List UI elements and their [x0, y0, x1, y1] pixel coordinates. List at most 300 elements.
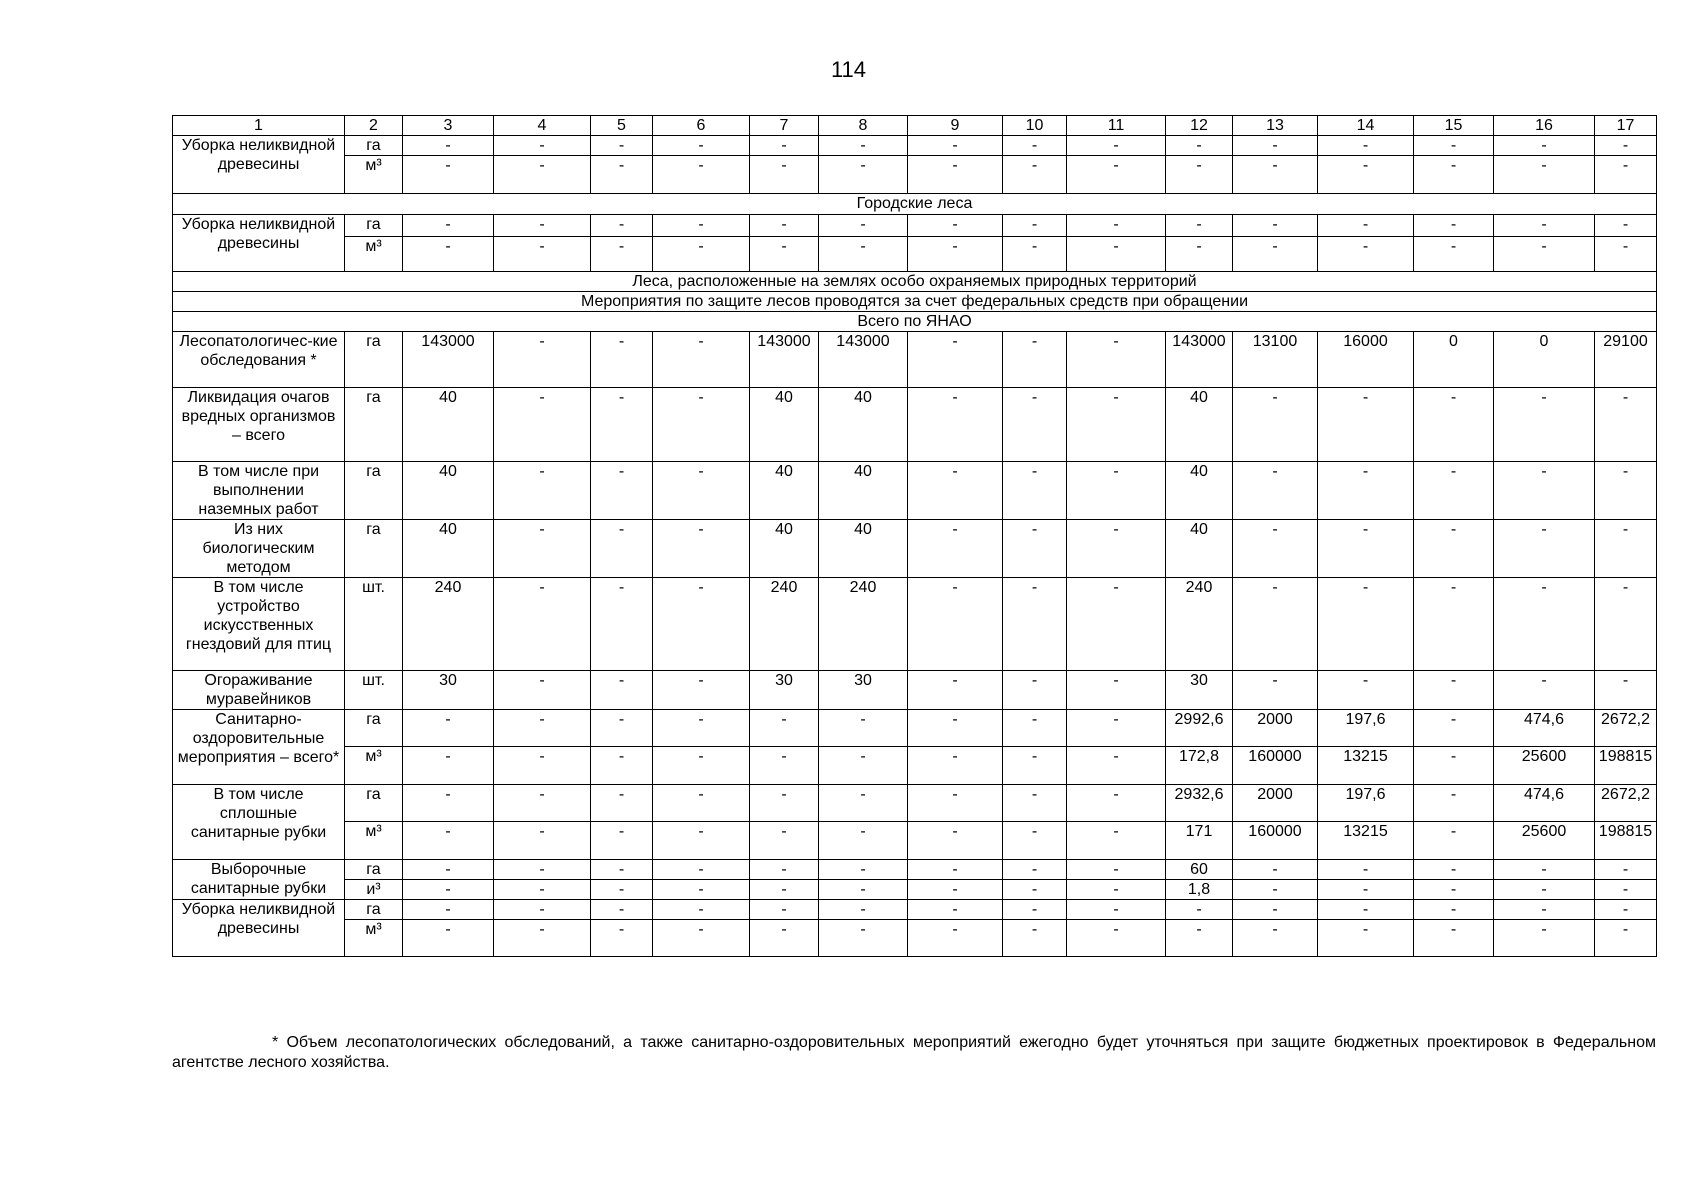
value-cell: - [1595, 900, 1657, 920]
value-cell: - [750, 215, 819, 237]
value-cell: 240 [819, 578, 908, 671]
value-cell: - [1414, 520, 1494, 578]
value-cell: - [1414, 880, 1494, 900]
value-cell: - [1166, 900, 1233, 920]
value-cell: - [1595, 462, 1657, 520]
value-cell: - [1414, 388, 1494, 462]
value-cell: - [1233, 900, 1318, 920]
value-cell: - [908, 920, 1003, 957]
value-cell: - [403, 747, 494, 785]
value-cell: 40 [750, 462, 819, 520]
value-cell: - [494, 578, 591, 671]
value-cell: 13215 [1318, 747, 1414, 785]
column-number-4: 4 [494, 116, 591, 136]
value-cell: - [653, 822, 750, 860]
value-cell: - [1003, 578, 1067, 671]
value-cell: - [1494, 920, 1595, 957]
value-cell: - [591, 215, 653, 237]
value-cell: 0 [1494, 332, 1595, 388]
value-cell: 171 [1166, 822, 1233, 860]
section-title: Мероприятия по защите лесов проводятся за счет федеральных средств при обращении [173, 292, 1657, 312]
value-cell: - [1494, 880, 1595, 900]
value-cell: - [1003, 710, 1067, 747]
value-cell: - [908, 156, 1003, 194]
value-cell: - [591, 785, 653, 822]
table-row [173, 785, 1657, 822]
value-cell: - [1318, 215, 1414, 237]
value-cell: - [750, 237, 819, 272]
unit-cell: га [345, 860, 403, 880]
value-cell: - [1318, 920, 1414, 957]
value-cell: - [494, 237, 591, 272]
value-cell: - [1414, 237, 1494, 272]
table-row [173, 920, 1657, 957]
value-cell: - [494, 388, 591, 462]
value-cell: - [494, 520, 591, 578]
value-cell: - [1414, 710, 1494, 747]
value-cell: 30 [403, 671, 494, 710]
value-cell: - [908, 462, 1003, 520]
value-cell: - [653, 237, 750, 272]
value-cell: 1,8 [1166, 880, 1233, 900]
value-cell: - [1494, 671, 1595, 710]
value-cell: - [1003, 520, 1067, 578]
value-cell: - [591, 388, 653, 462]
value-cell: - [1595, 237, 1657, 272]
value-cell: - [1067, 388, 1166, 462]
column-number-7: 7 [750, 116, 819, 136]
value-cell: - [1166, 156, 1233, 194]
value-cell: - [494, 822, 591, 860]
value-cell: - [403, 822, 494, 860]
value-cell: - [908, 332, 1003, 388]
value-cell: - [403, 920, 494, 957]
value-cell: - [653, 747, 750, 785]
table-row [173, 332, 1657, 388]
value-cell: - [750, 136, 819, 156]
value-cell: - [494, 785, 591, 822]
row-label: В том числе сплошные санитарные рубки [173, 785, 345, 860]
value-cell: - [1067, 710, 1166, 747]
value-cell: - [750, 920, 819, 957]
value-cell: - [908, 388, 1003, 462]
value-cell: 2992,6 [1166, 710, 1233, 747]
value-cell: 2672,2 [1595, 710, 1657, 747]
column-number-13: 13 [1233, 116, 1318, 136]
value-cell: - [750, 880, 819, 900]
column-number-14: 14 [1318, 116, 1414, 136]
value-cell: 25600 [1494, 747, 1595, 785]
value-cell: - [591, 136, 653, 156]
value-cell: - [750, 900, 819, 920]
value-cell: - [1003, 671, 1067, 710]
column-number-1: 1 [173, 116, 345, 136]
value-cell: 40 [403, 388, 494, 462]
value-cell: - [908, 136, 1003, 156]
row-label: Из них биологическим методом [173, 520, 345, 578]
value-cell: - [1003, 880, 1067, 900]
value-cell: 40 [403, 462, 494, 520]
value-cell: - [750, 156, 819, 194]
value-cell: - [591, 822, 653, 860]
table-row [173, 462, 1657, 520]
value-cell: - [1233, 860, 1318, 880]
value-cell: 40 [819, 520, 908, 578]
value-cell: - [591, 332, 653, 388]
value-cell: - [1318, 578, 1414, 671]
value-cell: - [1166, 920, 1233, 957]
value-cell: 30 [1166, 671, 1233, 710]
column-number-6: 6 [653, 116, 750, 136]
value-cell: - [819, 920, 908, 957]
forest-protection-table [172, 115, 1657, 957]
value-cell: - [1494, 462, 1595, 520]
table-row [173, 880, 1657, 900]
value-cell: - [653, 880, 750, 900]
value-cell: - [591, 920, 653, 957]
value-cell: - [1067, 785, 1166, 822]
value-cell: - [819, 710, 908, 747]
value-cell: - [1003, 156, 1067, 194]
value-cell: 40 [1166, 462, 1233, 520]
value-cell: - [403, 785, 494, 822]
value-cell: 16000 [1318, 332, 1414, 388]
value-cell: - [1318, 900, 1414, 920]
value-cell: 30 [750, 671, 819, 710]
value-cell: - [1067, 462, 1166, 520]
value-cell: - [653, 920, 750, 957]
row-label: Лесопатологичес-кие обследования * [173, 332, 345, 388]
value-cell: - [908, 215, 1003, 237]
value-cell: 60 [1166, 860, 1233, 880]
value-cell: - [403, 215, 494, 237]
row-label: Ликвидация очагов вредных организмов – всего [173, 388, 345, 462]
value-cell: - [494, 880, 591, 900]
section-row [173, 272, 1657, 292]
value-cell: - [1318, 388, 1414, 462]
value-cell: - [1003, 900, 1067, 920]
value-cell: - [819, 860, 908, 880]
value-cell: - [591, 880, 653, 900]
value-cell: - [1233, 671, 1318, 710]
table-row [173, 900, 1657, 920]
table-row [173, 578, 1657, 671]
column-number-11: 11 [1067, 116, 1166, 136]
value-cell: - [1067, 880, 1166, 900]
unit-cell: м³ [345, 156, 403, 194]
section-row [173, 292, 1657, 312]
value-cell: - [591, 747, 653, 785]
unit-cell: и³ [345, 880, 403, 900]
value-cell: - [1003, 462, 1067, 520]
value-cell: - [1233, 156, 1318, 194]
value-cell: - [1414, 156, 1494, 194]
section-title: Городские леса [173, 194, 1657, 215]
value-cell: - [1233, 462, 1318, 520]
column-number-5: 5 [591, 116, 653, 136]
value-cell: - [653, 900, 750, 920]
value-cell: - [1003, 822, 1067, 860]
value-cell: 29100 [1595, 332, 1657, 388]
value-cell: - [908, 880, 1003, 900]
value-cell: - [750, 860, 819, 880]
table-row [173, 747, 1657, 785]
table-row [173, 822, 1657, 860]
row-label: Санитарно-оздоровительные мероприятия – всего* [173, 710, 345, 785]
section-row [173, 194, 1657, 215]
value-cell: - [1233, 136, 1318, 156]
row-label: В том числе при выполнении наземных работ [173, 462, 345, 520]
value-cell: 40 [750, 520, 819, 578]
value-cell: - [1595, 215, 1657, 237]
value-cell: - [908, 747, 1003, 785]
value-cell: - [653, 332, 750, 388]
section-title: Леса, расположенные на землях особо охраняемых природных территорий [173, 272, 1657, 292]
value-cell: - [403, 136, 494, 156]
value-cell: - [1067, 156, 1166, 194]
value-cell: - [1318, 237, 1414, 272]
value-cell: - [750, 747, 819, 785]
value-cell: 198815 [1595, 747, 1657, 785]
section-row [173, 312, 1657, 332]
value-cell: - [1494, 237, 1595, 272]
value-cell: - [1595, 578, 1657, 671]
value-cell: 40 [403, 520, 494, 578]
table-row [173, 237, 1657, 272]
value-cell: - [1067, 900, 1166, 920]
value-cell: 40 [819, 462, 908, 520]
row-label: В том числе устройство искусственных гнездовий для птиц [173, 578, 345, 671]
value-cell: - [1595, 520, 1657, 578]
value-cell: 2932,6 [1166, 785, 1233, 822]
unit-cell: га [345, 215, 403, 237]
value-cell: - [653, 860, 750, 880]
column-number-10: 10 [1003, 116, 1067, 136]
value-cell: 40 [1166, 520, 1233, 578]
value-cell: - [591, 710, 653, 747]
value-cell: - [1494, 388, 1595, 462]
value-cell: 2672,2 [1595, 785, 1657, 822]
value-cell: - [1067, 215, 1166, 237]
value-cell: - [653, 462, 750, 520]
value-cell: - [1233, 920, 1318, 957]
row-label: Уборка неликвидной древесины [173, 215, 345, 272]
value-cell: - [494, 710, 591, 747]
value-cell: - [1318, 136, 1414, 156]
column-number-16: 16 [1494, 116, 1595, 136]
value-cell: - [1003, 785, 1067, 822]
value-cell: - [1595, 136, 1657, 156]
value-cell: - [1595, 920, 1657, 957]
value-cell: - [653, 785, 750, 822]
value-cell: - [1595, 860, 1657, 880]
column-number-15: 15 [1414, 116, 1494, 136]
value-cell: - [591, 156, 653, 194]
value-cell: - [591, 462, 653, 520]
value-cell: - [750, 785, 819, 822]
value-cell: - [494, 332, 591, 388]
unit-cell: шт. [345, 671, 403, 710]
value-cell: - [494, 215, 591, 237]
table-body [173, 116, 1657, 957]
table-row [173, 136, 1657, 156]
unit-cell: га [345, 900, 403, 920]
value-cell: 2000 [1233, 710, 1318, 747]
table-row [173, 860, 1657, 880]
value-cell: - [750, 822, 819, 860]
value-cell: 2000 [1233, 785, 1318, 822]
unit-cell: м³ [345, 920, 403, 957]
value-cell: 143000 [750, 332, 819, 388]
value-cell: - [1233, 880, 1318, 900]
value-cell: 197,6 [1318, 785, 1414, 822]
value-cell: - [1067, 822, 1166, 860]
value-cell: - [1067, 578, 1166, 671]
value-cell: - [1494, 215, 1595, 237]
value-cell: - [1414, 860, 1494, 880]
value-cell: - [1494, 136, 1595, 156]
value-cell: - [819, 880, 908, 900]
value-cell: - [1595, 388, 1657, 462]
value-cell: - [1414, 785, 1494, 822]
table-row [173, 520, 1657, 578]
value-cell: - [494, 136, 591, 156]
value-cell: - [908, 785, 1003, 822]
value-cell: 143000 [819, 332, 908, 388]
column-number-2: 2 [345, 116, 403, 136]
value-cell: - [1067, 136, 1166, 156]
column-number-9: 9 [908, 116, 1003, 136]
footnote: * Объем лесопатологических обследований, а также санитарно-оздоровительных мероприятий ежегодно будет уточняться при защите бюджетных проектировок в Федеральном агентстве лесного хозяйства. [172, 1034, 1656, 1071]
value-cell: - [591, 900, 653, 920]
value-cell: - [908, 578, 1003, 671]
value-cell: - [1067, 747, 1166, 785]
value-cell: - [819, 747, 908, 785]
page-number: 114 [830, 57, 867, 82]
unit-cell: м³ [345, 747, 403, 785]
value-cell: - [591, 237, 653, 272]
value-cell: - [1318, 156, 1414, 194]
unit-cell: га [345, 136, 403, 156]
value-cell: - [908, 900, 1003, 920]
value-cell: - [1494, 860, 1595, 880]
row-label: Огораживание муравейников [173, 671, 345, 710]
value-cell: - [1003, 747, 1067, 785]
value-cell: 474,6 [1494, 785, 1595, 822]
value-cell: - [1318, 520, 1414, 578]
value-cell: - [494, 462, 591, 520]
value-cell: - [1233, 578, 1318, 671]
value-cell: - [819, 785, 908, 822]
value-cell: - [1166, 136, 1233, 156]
value-cell: - [1318, 860, 1414, 880]
value-cell: - [494, 671, 591, 710]
value-cell: - [653, 156, 750, 194]
value-cell: - [908, 822, 1003, 860]
section-title: Всего по ЯНАО [173, 312, 1657, 332]
value-cell: - [1166, 237, 1233, 272]
value-cell: - [1318, 880, 1414, 900]
value-cell: - [591, 860, 653, 880]
value-cell: - [819, 136, 908, 156]
value-cell: - [1595, 156, 1657, 194]
column-number-17: 17 [1595, 116, 1657, 136]
value-cell: - [1494, 156, 1595, 194]
value-cell: 197,6 [1318, 710, 1414, 747]
value-cell: - [494, 747, 591, 785]
value-cell: 13215 [1318, 822, 1414, 860]
value-cell: - [653, 136, 750, 156]
value-cell: - [1233, 388, 1318, 462]
value-cell: - [653, 215, 750, 237]
row-label: Выборочные санитарные рубки [173, 860, 345, 900]
value-cell: - [1166, 215, 1233, 237]
value-cell: - [819, 822, 908, 860]
value-cell: - [1067, 920, 1166, 957]
value-cell: - [908, 860, 1003, 880]
value-cell: - [1233, 215, 1318, 237]
table-row [173, 388, 1657, 462]
value-cell: - [1414, 136, 1494, 156]
value-cell: - [1414, 822, 1494, 860]
unit-cell: га [345, 388, 403, 462]
value-cell: 198815 [1595, 822, 1657, 860]
value-cell: 143000 [1166, 332, 1233, 388]
unit-cell: шт. [345, 578, 403, 671]
value-cell: - [1414, 462, 1494, 520]
value-cell: 40 [1166, 388, 1233, 462]
value-cell: - [1595, 671, 1657, 710]
value-cell: - [750, 710, 819, 747]
value-cell: - [908, 237, 1003, 272]
header-row [173, 116, 1657, 136]
value-cell: - [653, 578, 750, 671]
value-cell: 25600 [1494, 822, 1595, 860]
value-cell: - [1233, 520, 1318, 578]
unit-cell: га [345, 520, 403, 578]
unit-cell: га [345, 785, 403, 822]
value-cell: - [1494, 900, 1595, 920]
column-number-3: 3 [403, 116, 494, 136]
value-cell: - [1003, 920, 1067, 957]
value-cell: 172,8 [1166, 747, 1233, 785]
value-cell: - [1003, 136, 1067, 156]
value-cell: 240 [750, 578, 819, 671]
unit-cell: га [345, 462, 403, 520]
value-cell: - [591, 578, 653, 671]
value-cell: - [403, 900, 494, 920]
value-cell: - [908, 520, 1003, 578]
table-row [173, 215, 1657, 237]
value-cell: - [908, 710, 1003, 747]
value-cell: - [1003, 388, 1067, 462]
table-row [173, 710, 1657, 747]
value-cell: 30 [819, 671, 908, 710]
value-cell: - [1494, 520, 1595, 578]
value-cell: - [819, 215, 908, 237]
value-cell: 40 [750, 388, 819, 462]
table-row [173, 156, 1657, 194]
unit-cell: га [345, 710, 403, 747]
value-cell: - [1003, 860, 1067, 880]
value-cell: - [1003, 215, 1067, 237]
value-cell: - [1414, 920, 1494, 957]
value-cell: - [653, 520, 750, 578]
value-cell: - [1233, 237, 1318, 272]
value-cell: - [403, 880, 494, 900]
column-number-12: 12 [1166, 116, 1233, 136]
value-cell: - [1414, 578, 1494, 671]
